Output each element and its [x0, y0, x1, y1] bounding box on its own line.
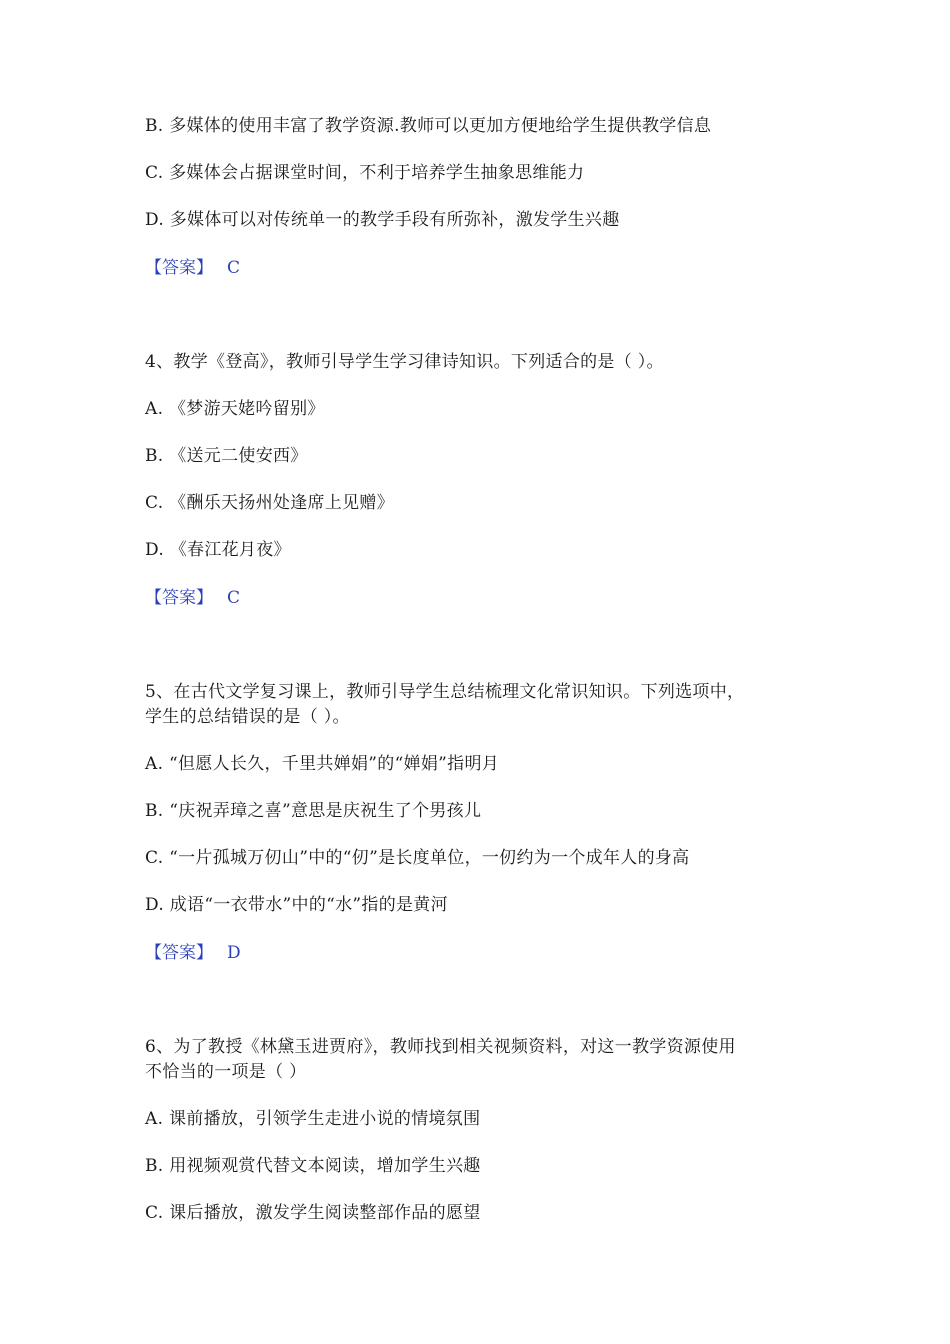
q4-option-d: D. 《春江花月夜》 — [145, 540, 291, 560]
q6-stem-line2: 不恰当的一项是（ ） — [145, 1062, 307, 1082]
q3-option-d: D. 多媒体可以对传统单一的教学手段有所弥补，激发学生兴趣 — [145, 210, 620, 230]
q6-stem-line1: 6、为了教授《林黛玉进贾府》，教师找到相关视频资料，对这一教学资源使用 — [145, 1037, 736, 1057]
q3-option-b: B. 多媒体的使用丰富了教学资源.教师可以更加方便地给学生提供教学信息 — [145, 116, 712, 136]
q4-option-c: C. 《酬乐天扬州处逢席上见赠》 — [145, 493, 395, 513]
q6-option-c: C. 课后播放，激发学生阅读整部作品的愿望 — [145, 1203, 481, 1223]
q6-option-b: B. 用视频观赏代替文本阅读，增加学生兴趣 — [145, 1156, 481, 1176]
q3-answer — [145, 255, 240, 281]
q5-answer — [145, 940, 241, 966]
q5-stem-line1: 5、在古代文学复习课上，教师引导学生总结梳理文化常识知识。下列选项中， — [145, 682, 745, 702]
q5-option-d: D. 成语“一衣带水”中的“水”指的是黄河 — [145, 895, 448, 915]
q4-answer-value: C — [227, 588, 241, 608]
q4-option-a: A. 《梦游天姥吟留别》 — [145, 399, 325, 419]
q3-option-c: C. 多媒体会占据课堂时间，不利于培养学生抽象思维能力 — [145, 163, 585, 183]
q3-answer-value: C — [227, 258, 241, 278]
q5-option-c: C. “一片孤城万仞山”中的“仞”是长度单位，一仞约为一个成年人的身高 — [145, 848, 690, 868]
q5-stem-line2: 学生的总结错误的是（ ）。 — [145, 707, 350, 727]
q6-option-a: A. 课前播放，引领学生走进小说的情境氛围 — [145, 1109, 481, 1129]
q4-option-b: B. 《送元二使安西》 — [145, 446, 308, 466]
q5-option-b: B. “庆祝弄璋之喜”意思是庆祝生了个男孩儿 — [145, 801, 482, 821]
q4-stem: 4、教学《登高》，教师引导学生学习律诗知识。下列适合的是（ ）。 — [145, 352, 664, 372]
q3-answer-label: 【答案】 — [145, 258, 213, 278]
q5-answer-value: D — [227, 943, 241, 963]
q4-answer — [145, 585, 240, 611]
q4-answer-label: 【答案】 — [145, 588, 213, 608]
q5-answer-label: 【答案】 — [145, 943, 213, 963]
q5-option-a: A. “但愿人长久，千里共婵娟”的“婵娟”指明月 — [145, 754, 500, 774]
